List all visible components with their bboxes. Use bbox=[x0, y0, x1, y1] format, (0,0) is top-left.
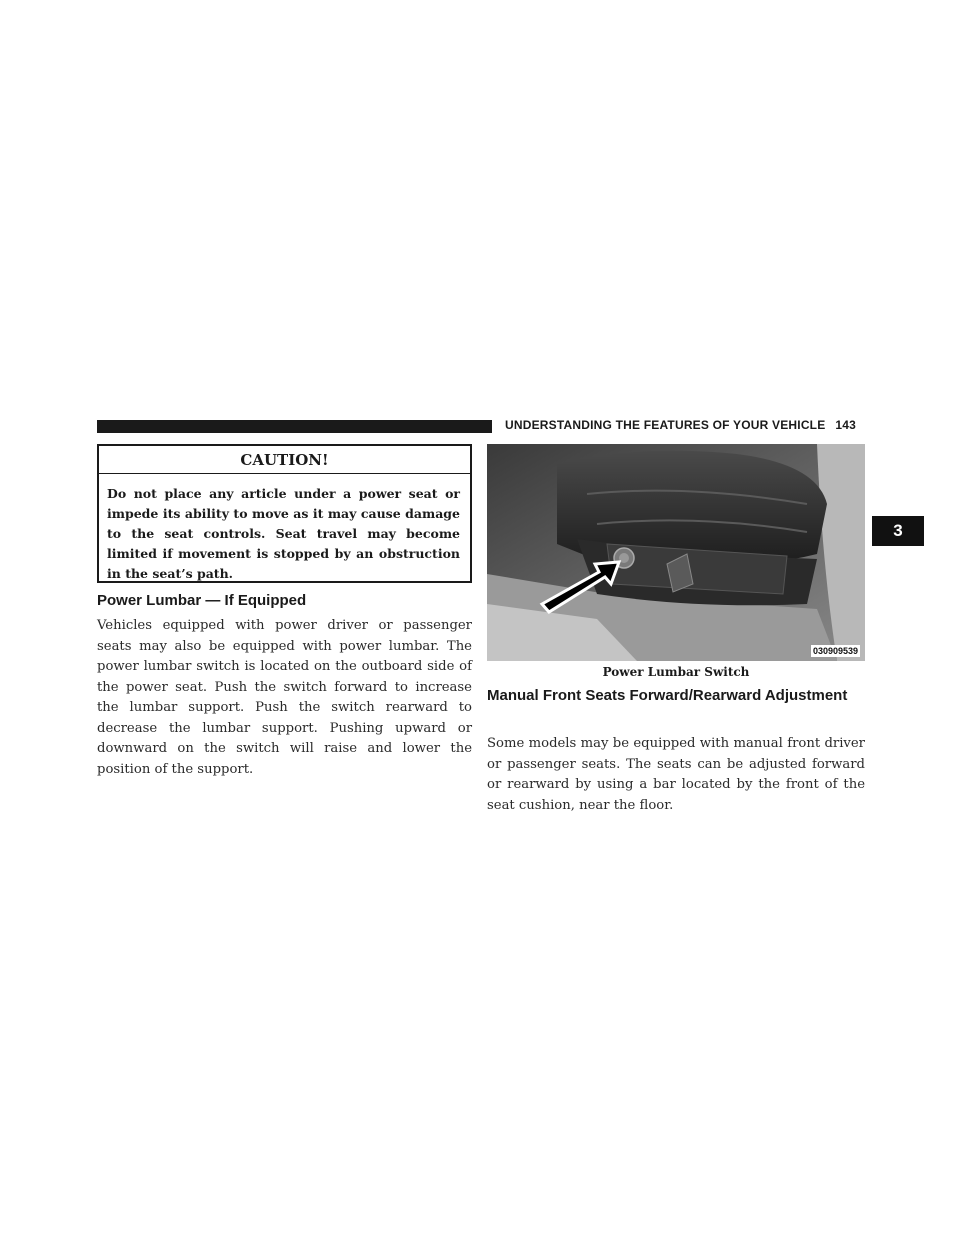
header-rule bbox=[97, 420, 492, 433]
seat-illustration bbox=[487, 444, 865, 661]
seat-photo bbox=[487, 444, 865, 661]
figure-caption: Power Lumbar Switch bbox=[602, 665, 750, 679]
figure-id: 030909539 bbox=[812, 646, 858, 656]
caution-text: Do not place any article under a power seat or impede its ability to move as it may cause damage to the seat controls. Seat travel may become limited if movement is stopped by an obstruction in the seat’s path. bbox=[107, 486, 460, 581]
caution-box bbox=[97, 444, 472, 583]
page-number: 143 bbox=[835, 418, 857, 432]
section-title: UNDERSTANDING THE FEATURES OF YOUR VEHICLE bbox=[505, 418, 826, 432]
manual-seats-body: Some models may be equipped with manual front driver or passenger seats. The seats can be adjusted forward or rearward by using a bar located by the front of the seat cushion, near the floor. bbox=[487, 736, 865, 813]
chapter-tab[interactable]: 3 bbox=[872, 516, 924, 546]
manual-seats-heading: Manual Front Seats Forward/Rearward Adjustment bbox=[487, 687, 848, 704]
power-lumbar-heading: Power Lumbar — If Equipped bbox=[97, 592, 307, 609]
power-lumbar-body: Vehicles equipped with power driver or passenger seats may also be equipped with power lumbar. The power lumbar switch is located on the outboard side of the power seat. Push the switch forward to increase the lumbar support. Push the switch rearward to decrease the lumbar support. Pushing upward or downward on the switch will raise and lower the position of the support. bbox=[97, 618, 472, 777]
running-header bbox=[505, 418, 856, 432]
caution-title: CAUTION! bbox=[99, 446, 470, 474]
